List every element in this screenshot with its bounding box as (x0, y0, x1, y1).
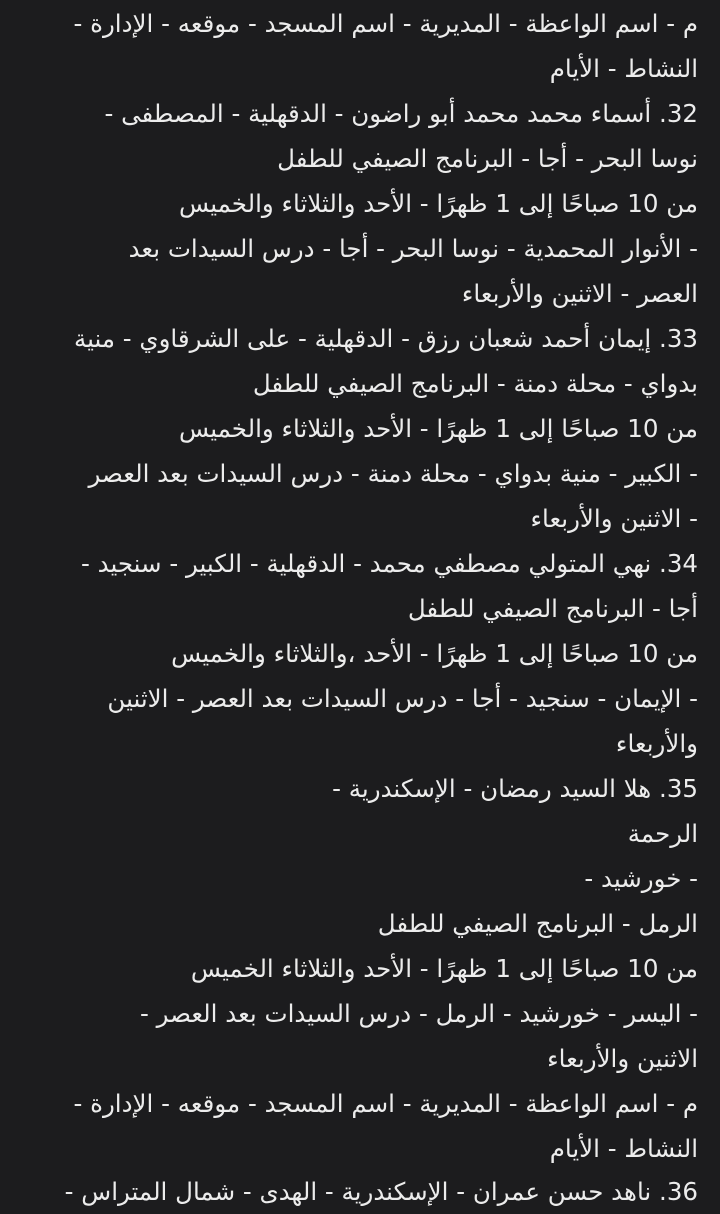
text-line: الرحمة (627, 819, 698, 848)
text-line: بدواي - محلة دمنة - البرنامج الصيفي للطفل (252, 369, 698, 398)
text-line: - الكبير - منية بدواي - محلة دمنة - درس السيدات بعد العصر (88, 459, 698, 488)
text-line: نوسا البحر - أجا - البرنامج الصيفي للطفل (277, 144, 698, 173)
text-line: - الاثنين والأربعاء (530, 504, 698, 533)
text-line: أجا - البرنامج الصيفي للطفل (407, 594, 698, 623)
text-line: النشاط - الأيام (549, 54, 698, 83)
text-line: - الأنوار المحمدية - نوسا البحر - أجا - درس السيدات بعد (128, 234, 698, 263)
text-line: من 10 صباحًا إلى 1 ظهرًا - الأحد والثلاثاء الخميس (190, 954, 698, 983)
text-line: - اليسر - خورشيد - الرمل - درس السيدات بعد العصر - (139, 999, 698, 1028)
text-line: - خورشيد - (584, 864, 698, 893)
text-line: الرمل - البرنامج الصيفي للطفل (377, 909, 698, 938)
text-line: العصر - الاثنين والأربعاء (461, 279, 698, 308)
text-line: من 10 صباحًا إلى 1 ظهرًا - الأحد والثلاثاء والخميس (179, 189, 698, 218)
text-line: من 10 صباحًا إلى 1 ظهرًا - الأحد ،والثلاثاء والخميس (171, 639, 698, 668)
text-line: الاثنين والأربعاء (547, 1044, 698, 1073)
text-line: النشاط - الأيام (549, 1134, 698, 1163)
text-line: 35. هلا السيد رمضان - الإسكندرية - (332, 774, 698, 803)
text-line: 33. إيمان أحمد شعبان رزق - الدقهلية - على الشرقاوي - منية (73, 324, 698, 353)
text-line: م - اسم الواعظة - المديرية - اسم المسجد - موقعه - الإدارة - (73, 1089, 698, 1118)
text-line: 32. أسماء محمد محمد أبو راضون - الدقهلية - المصطفى - (104, 99, 698, 128)
text-line: - الإيمان - سنجيد - أجا - درس السيدات بعد العصر - الاثنين (107, 684, 698, 713)
text-line: م - اسم الواعظة - المديرية - اسم المسجد - موقعه - الإدارة - (73, 9, 698, 38)
text-line: 36. ناهد حسن عمران - الإسكندرية - الهدى - شمال المتراس - (64, 1177, 698, 1206)
text-line: 34. نهي المتولي مصطفي محمد - الدقهلية - الكبير - سنجيد - (80, 549, 698, 578)
text-line: والأربعاء (615, 729, 698, 758)
text-line: من 10 صباحًا إلى 1 ظهرًا - الأحد والثلاثاء والخميس (179, 414, 698, 443)
